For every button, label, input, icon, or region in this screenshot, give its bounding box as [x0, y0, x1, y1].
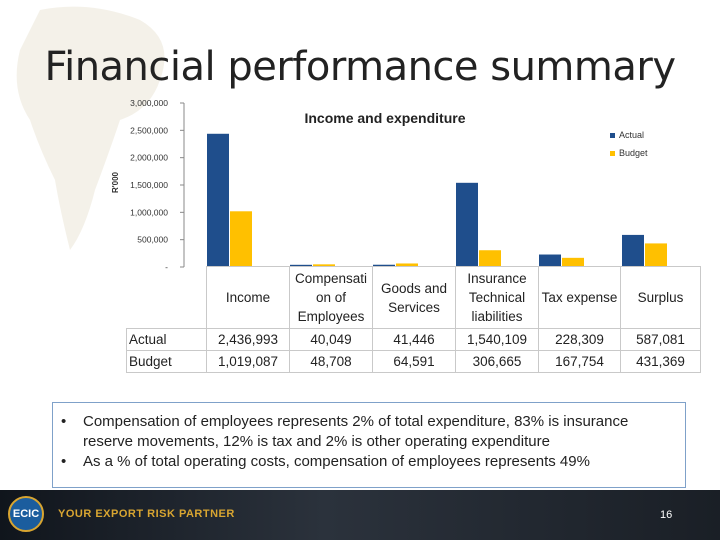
- bar-actual-5: [622, 235, 644, 267]
- category-line: Compensati: [294, 271, 368, 286]
- category-line: on of: [315, 290, 347, 305]
- cell-budget-goods: 64,591: [373, 351, 456, 373]
- category-line: Insurance: [467, 271, 527, 286]
- bar-actual-0: [207, 134, 229, 267]
- row-label-actual: Actual: [127, 329, 207, 351]
- bar-budget-5: [645, 243, 667, 267]
- category-line: Goods and: [380, 280, 448, 296]
- y-tick-label: 2,000,000: [130, 152, 168, 163]
- cell-budget-compensation: 48,708: [290, 351, 373, 373]
- category-label-goods-services: [373, 267, 456, 329]
- cell-actual-income: 2,436,993: [207, 329, 290, 351]
- bar-budget-0: [230, 211, 252, 267]
- page-number: 16: [660, 509, 673, 521]
- y-axis-label: R'000: [111, 171, 121, 194]
- cell-budget-tax: 167,754: [539, 351, 621, 373]
- legend-swatch-budget: [610, 151, 615, 156]
- chart-title: Income and expenditure: [304, 110, 466, 126]
- footer-tagline: YOUR EXPORT RISK PARTNER: [58, 508, 235, 520]
- category-line: liabilities: [471, 309, 523, 324]
- data-table: [126, 266, 701, 373]
- bullet-dot-icon: •: [61, 413, 67, 430]
- cell-actual-insurance: 1,540,109: [456, 329, 539, 351]
- legend-item-budget: [610, 144, 648, 162]
- category-line: Tax expense: [541, 290, 618, 305]
- y-tick-label: 1,000,000: [130, 207, 168, 218]
- category-line: Services: [388, 299, 440, 315]
- category-label-surplus: [621, 267, 701, 329]
- data-table-corner: [127, 267, 207, 329]
- bullet-text: As a % of total operating costs, compensation of employees represents 49%: [83, 453, 590, 470]
- data-table-row-actual: [127, 329, 701, 351]
- y-tick-label: 3,000,000: [130, 98, 168, 108]
- bar-budget-3: [479, 250, 501, 267]
- data-table-header-row: [127, 267, 701, 329]
- y-tick-label: 2,500,000: [130, 125, 168, 136]
- category-label-tax: [539, 267, 621, 329]
- legend-label-budget: Budget: [619, 148, 648, 158]
- ecic-logo: ECIC: [8, 496, 44, 532]
- cell-actual-compensation: 40,049: [290, 329, 373, 351]
- cell-budget-surplus: 431,369: [621, 351, 701, 373]
- slide-title: Financial performance summary: [44, 44, 676, 90]
- cell-budget-income: 1,019,087: [207, 351, 290, 373]
- bar-actual-3: [456, 183, 478, 267]
- legend-item-actual: [610, 126, 648, 144]
- legend-swatch-actual: [610, 133, 615, 138]
- category-label-compensation: [290, 267, 373, 329]
- chart-legend: [610, 126, 648, 162]
- category-line: Surplus: [637, 290, 684, 305]
- legend-label-actual: Actual: [619, 130, 645, 140]
- y-tick-label: -: [165, 262, 168, 272]
- category-line: Technical: [468, 290, 526, 305]
- y-tick-label: 500,000: [137, 234, 168, 245]
- cell-budget-insurance: 306,665: [456, 351, 539, 373]
- bullet-item: [61, 452, 677, 472]
- cell-actual-surplus: 587,081: [621, 329, 701, 351]
- y-tick-label: 1,500,000: [130, 180, 168, 190]
- bullet-dot-icon: •: [61, 453, 67, 470]
- data-table-row-budget: [127, 351, 701, 373]
- category-label-income: [207, 267, 290, 329]
- cell-actual-goods: 41,446: [373, 329, 456, 351]
- row-label-budget: Budget: [127, 351, 207, 373]
- bullet-item: [61, 412, 677, 452]
- footer-bar: [0, 490, 720, 540]
- cell-actual-tax: 228,309: [539, 329, 621, 351]
- category-label-insurance: [456, 267, 539, 329]
- category-line: Income: [225, 290, 271, 305]
- commentary-box: [52, 402, 686, 488]
- category-line: Employees: [297, 309, 365, 324]
- bullet-text: Compensation of employees represents 2% of total expenditure, 83% is insurance reserve movements, 12% is tax and 2% is other operating expenditure: [83, 413, 629, 450]
